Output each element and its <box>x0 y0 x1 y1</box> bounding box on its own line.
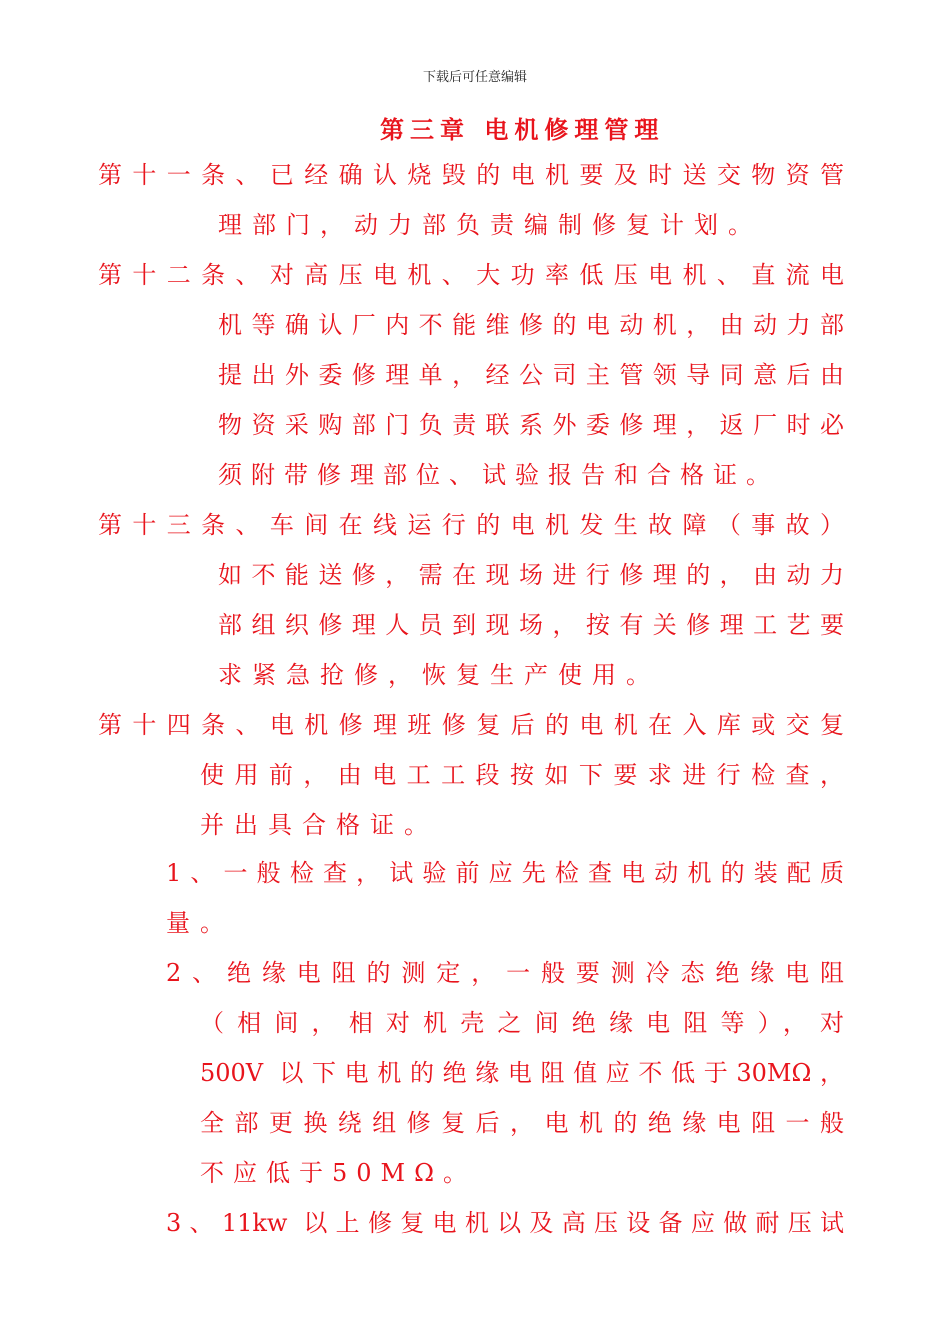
article-12-line-2: 机等确认厂内不能维修的电动机，由动力部 <box>218 311 844 339</box>
chapter-title: 第三章 电机修理管理 <box>380 115 665 144</box>
item-3-line-1: 3、11kw 以上修复电机以及高压设备应做耐压试 <box>166 1209 844 1237</box>
article-12-line-4: 物资采购部门负责联系外委修理，返厂时必 <box>218 411 844 439</box>
article-12-line-5: 须附带修理部位、试验报告和合格证。 <box>218 461 779 489</box>
article-12-line-1: 第十二条、对高压电机、大功率低压电机、直流电 <box>98 261 844 289</box>
article-13-line-1: 第十三条、车间在线运行的电机发生故障（事故） <box>98 511 844 539</box>
article-11-line-2: 理部门，动力部负责编制修复计划。 <box>218 211 762 239</box>
article-13-line-2: 如不能送修，需在现场进行修理的，由动力 <box>218 561 844 589</box>
article-13-line-3: 部组织修理人员到现场，按有关修理工艺要 <box>218 611 844 639</box>
article-13-line-4: 求紧急抢修，恢复生产使用。 <box>218 661 660 689</box>
article-12-line-3: 提出外委修理单，经公司主管领导同意后由 <box>218 361 844 389</box>
header-note: 下载后可任意编辑 <box>422 70 527 85</box>
item-2-line-4: 全部更换绕组修复后，电机的绝缘电阻一般 <box>200 1109 844 1137</box>
item-1-line-2: 量。 <box>166 909 234 937</box>
item-2-line-1: 2、绝缘电阻的测定，一般要测冷态绝缘电阻 <box>166 959 844 987</box>
article-14-line-2: 使用前，由电工工段按如下要求进行检查， <box>200 761 844 789</box>
item-2-line-2: （相间，相对机壳之间绝缘电阻等），对 <box>200 1009 844 1037</box>
item-2-line-3: 500V 以下电机的绝缘电阻值应不低于30MΩ， <box>200 1059 844 1087</box>
item-2-line-5: 不应低于50MΩ。 <box>200 1159 477 1187</box>
article-14-line-1: 第十四条、电机修理班修复后的电机在入库或交复 <box>98 711 844 739</box>
article-14-line-3: 并出具合格证。 <box>200 811 438 839</box>
item-1-line-1: 1、一般检查，试验前应先检查电动机的装配质 <box>166 859 844 887</box>
article-11-line-1: 第十一条、已经确认烧毁的电机要及时送交物资管 <box>98 161 844 189</box>
